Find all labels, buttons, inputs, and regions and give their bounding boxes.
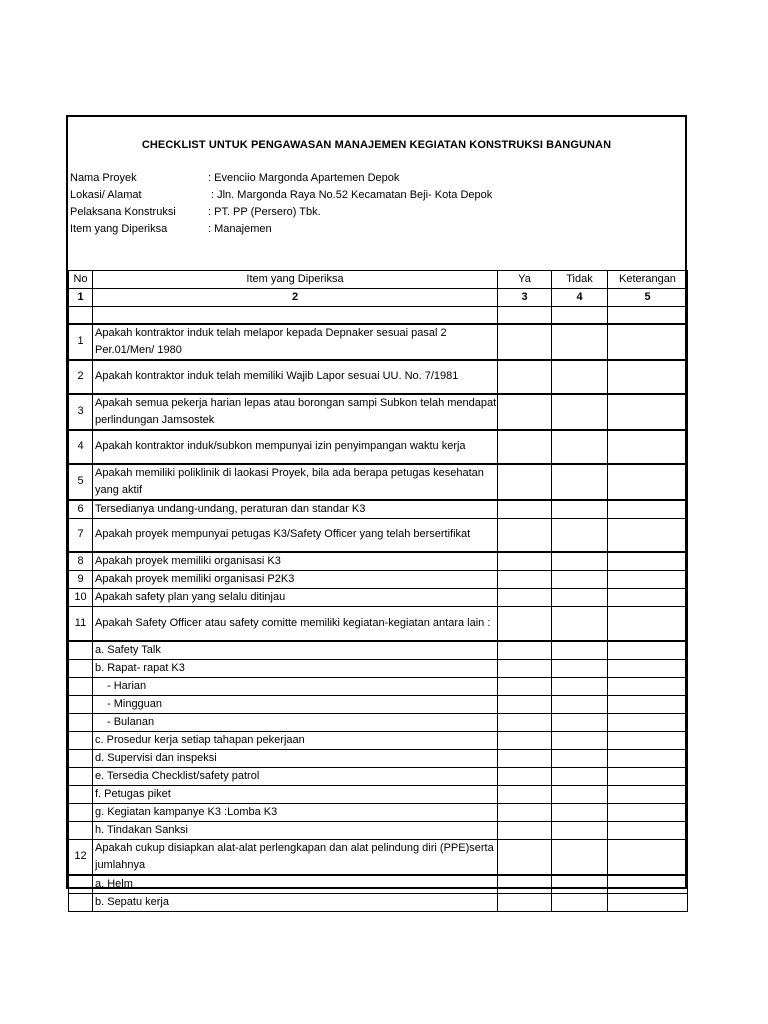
ya-cell[interactable] [498,695,552,713]
empty-cell [498,307,552,324]
keterangan-cell[interactable] [608,821,688,839]
row-number [69,785,93,803]
ya-cell[interactable] [498,875,552,894]
keterangan-cell[interactable] [608,394,688,430]
tidak-cell[interactable] [552,803,608,821]
table-row [69,803,688,821]
table-row [69,749,688,767]
keterangan-cell[interactable] [608,749,688,767]
tidak-cell[interactable] [552,749,608,767]
ya-cell[interactable] [498,360,552,394]
row-number [69,749,93,767]
table-row [69,641,688,660]
row-number: 7 [69,518,93,552]
row-number: 10 [69,589,93,607]
keterangan-cell[interactable] [608,518,688,552]
table-row [69,677,688,695]
table-row [69,324,688,360]
keterangan-cell[interactable] [608,839,688,875]
tidak-cell[interactable] [552,589,608,607]
row-number: 3 [69,394,93,430]
row-item: - Harian [93,677,498,695]
table-row [69,875,688,894]
ya-cell[interactable] [498,571,552,589]
table-row [69,767,688,785]
info-label: Item yang Diperiksa [70,223,168,235]
keterangan-cell[interactable] [608,571,688,589]
ya-cell[interactable] [498,731,552,749]
table-row [69,659,688,677]
row-number [69,731,93,749]
row-item: d. Supervisi dan inspeksi [93,749,498,767]
table-row [69,785,688,803]
row-item: b. Rapat- rapat K3 [93,659,498,677]
tidak-cell[interactable] [552,430,608,464]
header-row [69,271,688,289]
row-number: 1 [69,324,93,360]
ya-cell[interactable] [498,589,552,607]
col-number: 4 [552,289,608,307]
info-label: Nama Proyek [70,172,137,184]
tidak-cell[interactable] [552,552,608,571]
table-row [69,731,688,749]
keterangan-cell[interactable] [608,589,688,607]
row-number [69,803,93,821]
tidak-cell[interactable] [552,659,608,677]
row-item: Apakah proyek memiliki organisasi K3 [93,552,498,571]
tidak-cell[interactable] [552,785,608,803]
tidak-cell[interactable] [552,839,608,875]
row-number: 6 [69,500,93,519]
tidak-cell[interactable] [552,893,608,911]
row-item: a. Safety Talk [93,641,498,660]
tidak-cell[interactable] [552,731,608,749]
ya-cell[interactable] [498,464,552,500]
table-row [69,360,688,394]
row-item: - Mingguan [93,695,498,713]
ya-cell[interactable] [498,785,552,803]
keterangan-cell[interactable] [608,893,688,911]
row-item: c. Prosedur kerja setiap tahapan pekerjaan [93,731,498,749]
ya-cell[interactable] [498,893,552,911]
col-number: 5 [608,289,688,307]
table-row [69,552,688,571]
header-tidak: Tidak [552,271,608,289]
ya-cell[interactable] [498,430,552,464]
ya-cell[interactable] [498,749,552,767]
info-label: Lokasi/ Alamat [70,189,142,201]
info-value: : Evenciio Margonda Apartemen Depok [208,172,400,184]
keterangan-cell[interactable] [608,731,688,749]
table-row [69,821,688,839]
table-row [69,839,688,875]
empty-cell [608,307,688,324]
empty-cell [69,307,93,324]
table-row [69,571,688,589]
tidak-cell[interactable] [552,875,608,894]
table-row [69,695,688,713]
table-row [69,713,688,731]
header-item: Item yang Diperiksa [93,271,498,289]
row-number [69,695,93,713]
tidak-cell[interactable] [552,677,608,695]
spacer-row [69,307,688,324]
tidak-cell[interactable] [552,360,608,394]
checklist-table [68,270,688,912]
checklist-sheet [66,115,687,908]
row-number: 9 [69,571,93,589]
ya-cell[interactable] [498,677,552,695]
row-number: 5 [69,464,93,500]
ya-cell[interactable] [498,607,552,641]
row-item: Apakah semua pekerja harian lepas atau borongan sampi Subkon telah mendapat perlindungan Jamsostek [93,394,498,430]
tidak-cell[interactable] [552,394,608,430]
row-number [69,767,93,785]
col-number: 2 [93,289,498,307]
keterangan-cell[interactable] [608,677,688,695]
ya-cell[interactable] [498,641,552,660]
row-number [69,875,93,894]
keterangan-cell[interactable] [608,803,688,821]
keterangan-cell[interactable] [608,430,688,464]
table-row [69,893,688,911]
row-item: h. Tindakan Sanksi [93,821,498,839]
tidak-cell[interactable] [552,571,608,589]
column-number-row [69,289,688,307]
row-item: b. Sepatu kerja [93,893,498,911]
info-label: Pelaksana Konstruksi [70,206,176,218]
table-row [69,394,688,430]
keterangan-cell[interactable] [608,659,688,677]
ya-cell[interactable] [498,324,552,360]
row-item: Apakah kontraktor induk/subkon mempunyai izin penyimpangan waktu kerja [93,430,498,464]
col-number: 3 [498,289,552,307]
row-number: 8 [69,552,93,571]
ya-cell[interactable] [498,552,552,571]
table-row [69,464,688,500]
ya-cell[interactable] [498,839,552,875]
col-number: 1 [69,289,93,307]
row-item: a. Helm [93,875,498,894]
row-number [69,641,93,660]
tidak-cell[interactable] [552,464,608,500]
keterangan-cell[interactable] [608,767,688,785]
row-item: Apakah kontraktor induk telah melapor kepada Depnaker sesuai pasal 2 Per.01/Men/ 1980 [93,324,498,360]
table-row [69,430,688,464]
row-item: Apakah proyek memiliki organisasi P2K3 [93,571,498,589]
row-item: e. Tersedia Checklist/safety patrol [93,767,498,785]
ya-cell[interactable] [498,767,552,785]
header-ya: Ya [498,271,552,289]
info-value: : Jln. Margonda Raya No.52 Kecamatan Beji- Kota Depok [211,189,493,201]
row-item: g. Kegiatan kampanye K3 :Lomba K3 [93,803,498,821]
document-title: CHECKLIST UNTUK PENGAWASAN MANAJEMEN KEGIATAN KONSTRUKSI BANGUNAN [141,139,612,151]
tidak-cell[interactable] [552,500,608,519]
ya-cell[interactable] [498,518,552,552]
row-number [69,821,93,839]
row-number [69,713,93,731]
checklist-rows [69,324,688,912]
tidak-cell[interactable] [552,324,608,360]
tidak-cell[interactable] [552,695,608,713]
tidak-cell[interactable] [552,518,608,552]
row-item: Apakah Safety Officer atau safety comitte memiliki kegiatan-kegiatan antara lain : [93,607,498,641]
tidak-cell[interactable] [552,607,608,641]
row-number: 4 [69,430,93,464]
row-number [69,677,93,695]
table-row [69,607,688,641]
keterangan-cell[interactable] [608,552,688,571]
row-number [69,659,93,677]
ya-cell[interactable] [498,394,552,430]
row-item: f. Petugas piket [93,785,498,803]
keterangan-cell[interactable] [608,785,688,803]
keterangan-cell[interactable] [608,464,688,500]
row-item: - Bulanan [93,713,498,731]
tidak-cell[interactable] [552,641,608,660]
empty-cell [552,307,608,324]
info-value: : Manajemen [208,223,272,235]
row-number: 2 [69,360,93,394]
row-item: Tersedianya undang-undang, peraturan dan standar K3 [93,500,498,519]
row-item: Apakah safety plan yang selalu ditinjau [93,589,498,607]
keterangan-cell[interactable] [608,607,688,641]
keterangan-cell[interactable] [608,360,688,394]
empty-cell [93,307,498,324]
keterangan-cell[interactable] [608,695,688,713]
table-row [69,500,688,519]
row-item: Apakah memiliki poliklinik di laokasi Proyek, bila ada berapa petugas kesehatan yang aktif [93,464,498,500]
tidak-cell[interactable] [552,713,608,731]
keterangan-cell[interactable] [608,875,688,894]
keterangan-cell[interactable] [608,713,688,731]
table-row [69,518,688,552]
keterangan-cell[interactable] [608,500,688,519]
row-item: Apakah kontraktor induk telah memiliki Wajib Lapor sesuai UU. No. 7/1981 [93,360,498,394]
keterangan-cell[interactable] [608,641,688,660]
row-number: 12 [69,839,93,875]
info-value: : PT. PP (Persero) Tbk. [208,206,321,218]
header-no: No [69,271,93,289]
ya-cell[interactable] [498,500,552,519]
row-item: Apakah cukup disiapkan alat-alat perlengkapan dan alat pelindung diri (PPE)serta jumlahnya [93,839,498,875]
ya-cell[interactable] [498,821,552,839]
row-number: 11 [69,607,93,641]
tidak-cell[interactable] [552,821,608,839]
keterangan-cell[interactable] [608,324,688,360]
row-item: Apakah proyek mempunyai petugas K3/Safety Officer yang telah bersertifikat [93,518,498,552]
ya-cell[interactable] [498,713,552,731]
tidak-cell[interactable] [552,767,608,785]
ya-cell[interactable] [498,803,552,821]
row-number [69,893,93,911]
header-keterangan: Keterangan [608,271,688,289]
table-row [69,589,688,607]
ya-cell[interactable] [498,659,552,677]
